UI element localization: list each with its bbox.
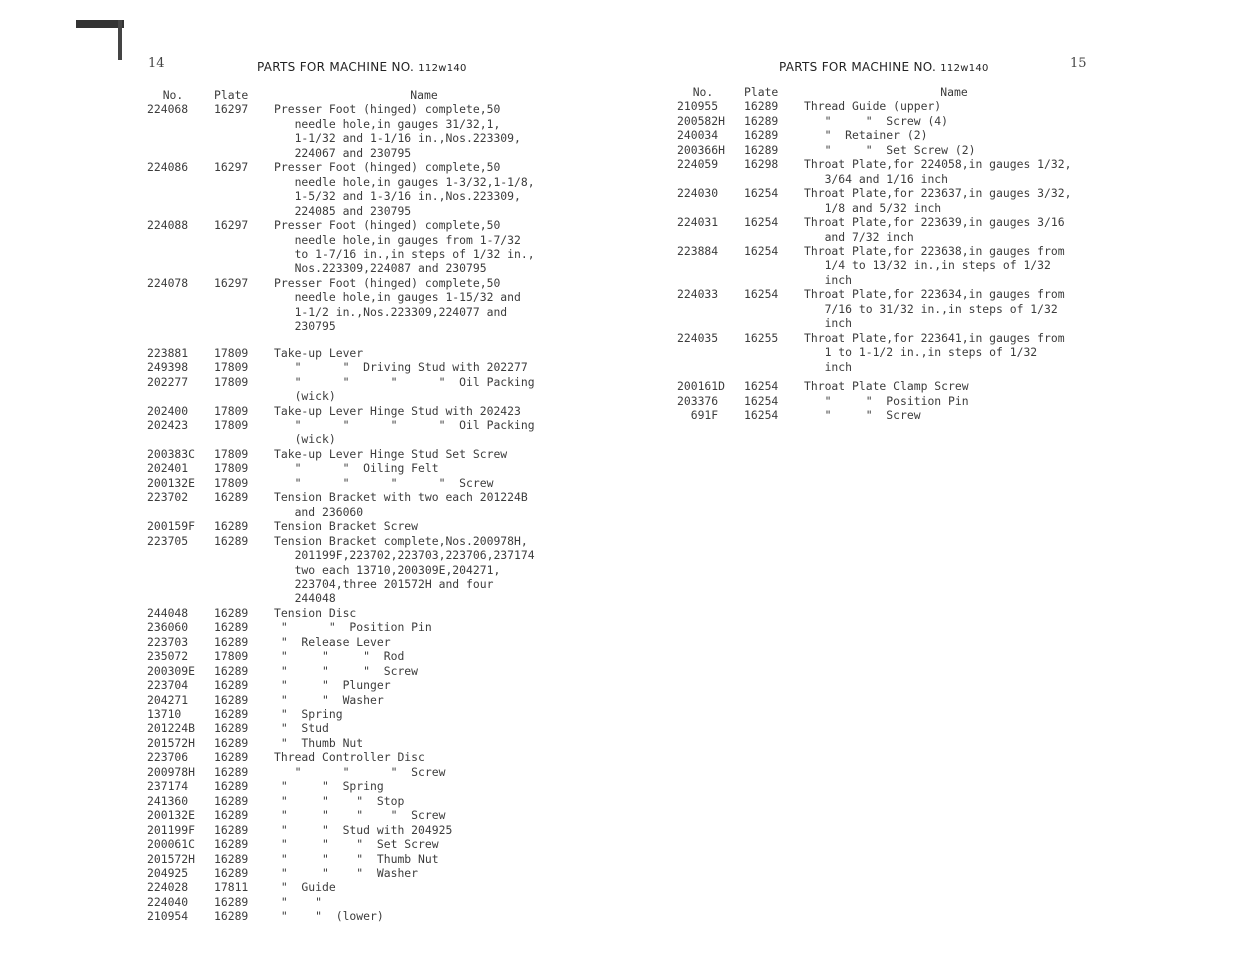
part-name: " " Position Pin <box>274 620 432 635</box>
part-row <box>147 461 574 475</box>
part-name: " " Plunger <box>274 678 391 693</box>
part-name: Presser Foot (hinged) complete,50 needle hole,in gauges 1-15/32 and 1-1/2 in.,Nos.223309,224077 and 230795 <box>274 275 521 334</box>
plate-number: 16297 <box>214 102 249 117</box>
plate-number: 16298 <box>744 157 779 172</box>
part-name: Thread Guide (upper) <box>804 99 942 114</box>
plate-number: 16254 <box>744 393 779 408</box>
plate-number: 16297 <box>214 160 249 175</box>
part-name: Throat Plate,for 223641,in gauges from 1 to 1-1/2 in.,in steps of 1/32 inch <box>804 330 1065 374</box>
part-row <box>147 102 574 160</box>
part-number: 201224B <box>147 721 196 736</box>
part-row <box>147 895 574 909</box>
part-name: Take-up Lever <box>274 345 364 360</box>
part-name: Presser Foot (hinged) complete,50 needle hole,in gauges from 1-7/32 to 1-7/16 in.,in steps of 1/32 in., Nos.223309,224087 and 230795 <box>274 218 535 276</box>
part-number: 224086 <box>147 160 189 175</box>
part-row <box>147 823 574 837</box>
part-row <box>147 360 574 374</box>
part-row <box>147 866 574 880</box>
plate-number: 16254 <box>744 407 779 422</box>
part-number: 202400 <box>147 403 189 418</box>
plate-number: 17809 <box>214 461 249 476</box>
part-number: 202277 <box>147 374 189 389</box>
header-no: No. <box>692 85 714 99</box>
part-number: 237174 <box>147 779 189 794</box>
plate-number: 17809 <box>214 649 249 664</box>
part-number: 210955 <box>677 99 719 114</box>
part-name: " " " Screw <box>274 663 419 678</box>
part-number: 223703 <box>147 634 189 649</box>
part-number: 235072 <box>147 649 189 664</box>
part-number: 223706 <box>147 750 189 765</box>
plate-number: 17809 <box>214 345 249 360</box>
plate-number: 16289 <box>214 909 249 924</box>
part-row <box>677 379 1104 393</box>
part-number: 241360 <box>147 793 189 808</box>
part-number: 223884 <box>677 243 719 258</box>
plate-number: 16289 <box>744 142 779 157</box>
part-row <box>147 765 574 779</box>
part-name: " Stud <box>274 721 329 736</box>
plate-number: 16289 <box>214 490 249 505</box>
part-row <box>147 750 574 764</box>
part-number: 224068 <box>147 102 189 117</box>
part-number: 200061C <box>147 837 196 852</box>
part-row <box>147 779 574 793</box>
part-row <box>147 346 574 360</box>
part-number: 202423 <box>147 417 189 432</box>
plate-number: 16289 <box>214 620 249 635</box>
part-row <box>147 678 574 692</box>
part-number: 200582H <box>677 113 726 128</box>
part-row <box>677 114 1104 128</box>
part-number: 203376 <box>677 393 719 408</box>
part-row <box>147 418 574 447</box>
part-row <box>147 808 574 822</box>
part-row <box>147 276 574 334</box>
header-plate: Plate <box>214 88 249 102</box>
part-number: 200383C <box>147 446 196 461</box>
part-number: 244048 <box>147 605 189 620</box>
part-number: 13710 <box>147 707 182 722</box>
plate-number: 16289 <box>214 678 249 693</box>
part-number: 201572H <box>147 851 196 866</box>
plate-number: 16289 <box>214 735 249 750</box>
part-number: 200978H <box>147 764 196 779</box>
plate-number: 16297 <box>214 218 249 233</box>
part-number: 224059 <box>677 157 719 172</box>
plate-number: 17811 <box>214 880 249 895</box>
part-name: " Release Lever <box>274 634 391 649</box>
parts-list <box>147 88 574 924</box>
part-number: 236060 <box>147 620 189 635</box>
plate-number: 16289 <box>744 128 779 143</box>
plate-number: 16289 <box>214 894 249 909</box>
part-number: 691F <box>677 407 719 422</box>
page-number: 15 <box>1070 56 1087 71</box>
part-name: " " " " Oil Packing (wick) <box>294 417 535 447</box>
plate-number: 16289 <box>214 866 249 881</box>
part-row <box>677 287 1104 330</box>
header-no: No. <box>162 88 184 102</box>
part-name: " " Screw <box>804 407 921 422</box>
plate-number: 17809 <box>214 475 249 490</box>
part-number: 224035 <box>677 330 719 345</box>
plate-number: 17809 <box>214 403 249 418</box>
part-number: 223705 <box>147 533 189 548</box>
part-row <box>677 157 1104 186</box>
part-row <box>677 186 1104 215</box>
plate-number: 16289 <box>214 808 249 823</box>
part-row <box>147 649 574 663</box>
part-number: 210954 <box>147 909 189 924</box>
part-number: 200309E <box>147 663 196 678</box>
part-row <box>147 721 574 735</box>
page-title <box>257 60 467 74</box>
plate-number: 17809 <box>214 446 249 461</box>
plate-number: 16289 <box>214 605 249 620</box>
part-number: 200132E <box>147 808 196 823</box>
part-number: 224028 <box>147 880 189 895</box>
part-number: 200161D <box>677 379 726 394</box>
part-name: Tension Bracket with two each 201224B and 236060 <box>274 490 528 519</box>
plate-number: 16254 <box>744 379 779 394</box>
machine-number: 112w140 <box>418 63 467 74</box>
part-number: 224031 <box>677 215 719 230</box>
part-row <box>147 404 574 418</box>
part-row <box>147 519 574 533</box>
part-name: " " " Screw <box>274 764 446 779</box>
part-number: 202401 <box>147 461 189 476</box>
part-number: 224030 <box>677 186 719 201</box>
plate-number: 16254 <box>744 243 779 258</box>
part-row <box>147 620 574 634</box>
part-name: Throat Plate,for 223638,in gauges from 1/4 to 13/32 in.,in steps of 1/32 inch <box>804 243 1065 287</box>
part-row <box>147 736 574 750</box>
part-name: Throat Plate,for 224058,in gauges 1/32, 3/64 and 1/16 inch <box>804 157 1072 186</box>
part-name: Thread Controller Disc <box>274 750 425 765</box>
plate-number: 16289 <box>214 851 249 866</box>
part-name: " " <box>274 894 323 909</box>
part-number: 224033 <box>677 287 719 302</box>
part-name: Throat Plate,for 223637,in gauges 3/32, 1/8 and 5/32 inch <box>804 186 1072 215</box>
plate-number: 17809 <box>214 360 249 375</box>
part-name: " " Driving Stud with 202277 <box>274 360 528 375</box>
part-name: Take-up Lever Hinge Stud with 202423 <box>274 403 521 418</box>
plate-number: 16289 <box>214 750 249 765</box>
part-name: " " " Thumb Nut <box>274 851 439 866</box>
plate-number: 16289 <box>744 99 779 114</box>
part-name: " " Stud with 204925 <box>274 822 453 837</box>
part-row <box>147 693 574 707</box>
part-name: " " " Stop <box>274 793 405 808</box>
part-name: " " " Rod <box>274 649 405 664</box>
part-row <box>147 909 574 923</box>
plate-number: 17809 <box>214 374 249 389</box>
part-row <box>147 794 574 808</box>
part-name: " Guide <box>274 880 336 895</box>
plate-number: 16289 <box>214 764 249 779</box>
part-name: Tension Bracket complete,Nos.200978H, 201199F,223702,223703,223706,237174 two each 13710,200309E,204271, 223704,three 201572H and four 244048 <box>274 533 535 606</box>
part-number: 223702 <box>147 490 189 505</box>
plate-number: 16254 <box>744 186 779 201</box>
plate-number: 16289 <box>214 721 249 736</box>
part-row <box>147 447 574 461</box>
part-row <box>147 490 574 519</box>
part-name: " " Spring <box>274 779 384 794</box>
part-name: Take-up Lever Hinge Stud Set Screw <box>274 446 508 461</box>
header-plate: Plate <box>744 85 779 99</box>
part-number: 200366H <box>677 142 726 157</box>
part-name: Throat Plate,for 223634,in gauges from 7/16 to 31/32 in.,in steps of 1/32 inch <box>804 287 1065 331</box>
part-row <box>677 394 1104 408</box>
part-row <box>147 476 574 490</box>
plate-number: 16289 <box>214 533 249 548</box>
plate-number: 16289 <box>214 663 249 678</box>
header-name: Name <box>410 88 438 102</box>
part-name: Presser Foot (hinged) complete,50 needle hole,in gauges 1-3/32,1-1/8, 1-5/32 and 1-3/16 in.,Nos.223309, 224085 and 230795 <box>274 160 535 218</box>
part-number: 249398 <box>147 360 189 375</box>
plate-number: 16289 <box>214 779 249 794</box>
plate-number: 16289 <box>214 707 249 722</box>
plate-number: 16297 <box>214 275 249 290</box>
plate-number: 16289 <box>214 837 249 852</box>
part-row <box>147 707 574 721</box>
plate-number: 16289 <box>214 692 249 707</box>
page-left <box>0 0 600 954</box>
part-row <box>147 837 574 851</box>
part-name: " Thumb Nut <box>274 735 364 750</box>
page-title <box>779 60 989 74</box>
part-number: 224088 <box>147 218 189 233</box>
plate-number: 17809 <box>214 417 249 432</box>
part-row <box>677 128 1104 142</box>
part-row <box>147 664 574 678</box>
part-row <box>147 534 574 606</box>
part-name: " " " Set Screw <box>274 837 439 852</box>
part-row <box>677 215 1104 244</box>
part-number: 204271 <box>147 692 189 707</box>
part-name: Tension Bracket Screw <box>274 519 419 534</box>
part-row <box>147 218 574 276</box>
part-row <box>677 331 1104 374</box>
part-number: 204925 <box>147 866 189 881</box>
part-name: " " " " Oil Packing (wick) <box>294 374 535 404</box>
part-row <box>147 880 574 894</box>
part-name: Tension Disc <box>274 605 357 620</box>
plate-number: 16254 <box>744 287 779 302</box>
part-name: " " Set Screw (2) <box>804 142 976 157</box>
part-name: " " (lower) <box>274 909 384 924</box>
part-row <box>147 160 574 218</box>
part-number: 200132E <box>147 475 196 490</box>
parts-list-header <box>677 85 1104 99</box>
part-row <box>677 408 1104 422</box>
plate-number: 16289 <box>744 113 779 128</box>
part-name: " Spring <box>274 707 343 722</box>
page-right <box>617 0 1217 954</box>
plate-number: 16289 <box>214 822 249 837</box>
plate-number: 16254 <box>744 215 779 230</box>
plate-number: 16289 <box>214 634 249 649</box>
part-row <box>677 99 1104 113</box>
plate-number: 16289 <box>214 793 249 808</box>
part-number: 224078 <box>147 275 189 290</box>
page-title-text: PARTS FOR MACHINE NO. <box>257 60 415 74</box>
parts-list <box>677 85 1104 422</box>
part-name: " " Oiling Felt <box>274 461 439 476</box>
part-name: Throat Plate,for 223639,in gauges 3/16 and 7/32 inch <box>804 215 1065 244</box>
parts-list-header <box>147 88 574 102</box>
part-row <box>677 244 1104 287</box>
part-number: 201199F <box>147 822 196 837</box>
part-number: 223881 <box>147 345 189 360</box>
part-row <box>147 635 574 649</box>
part-name: " " " " Screw <box>274 475 494 490</box>
part-name: Throat Plate Clamp Screw <box>804 379 969 394</box>
part-row <box>147 375 574 404</box>
part-row <box>147 606 574 620</box>
machine-number: 112w140 <box>940 63 989 74</box>
part-name: " " Screw (4) <box>804 113 949 128</box>
plate-number: 16255 <box>744 330 779 345</box>
plate-number: 16289 <box>214 519 249 534</box>
part-row <box>147 852 574 866</box>
part-number: 200159F <box>147 519 196 534</box>
page-number: 14 <box>148 56 165 71</box>
part-number: 224040 <box>147 894 189 909</box>
part-number: 223704 <box>147 678 189 693</box>
header-name: Name <box>940 85 968 99</box>
part-name: " " " " Screw <box>274 808 446 823</box>
part-number: 201572H <box>147 735 196 750</box>
part-name: " " Position Pin <box>804 393 969 408</box>
part-name: " " " Washer <box>274 866 419 881</box>
part-name: " Retainer (2) <box>804 128 928 143</box>
part-row <box>677 143 1104 157</box>
part-name: " " Washer <box>274 692 384 707</box>
page-title-text: PARTS FOR MACHINE NO. <box>779 60 937 74</box>
part-number: 240034 <box>677 128 719 143</box>
part-name: Presser Foot (hinged) complete,50 needle hole,in gauges 31/32,1, 1-1/32 and 1-1/16 in.,Nos.223309, 224067 and 230795 <box>274 102 521 160</box>
